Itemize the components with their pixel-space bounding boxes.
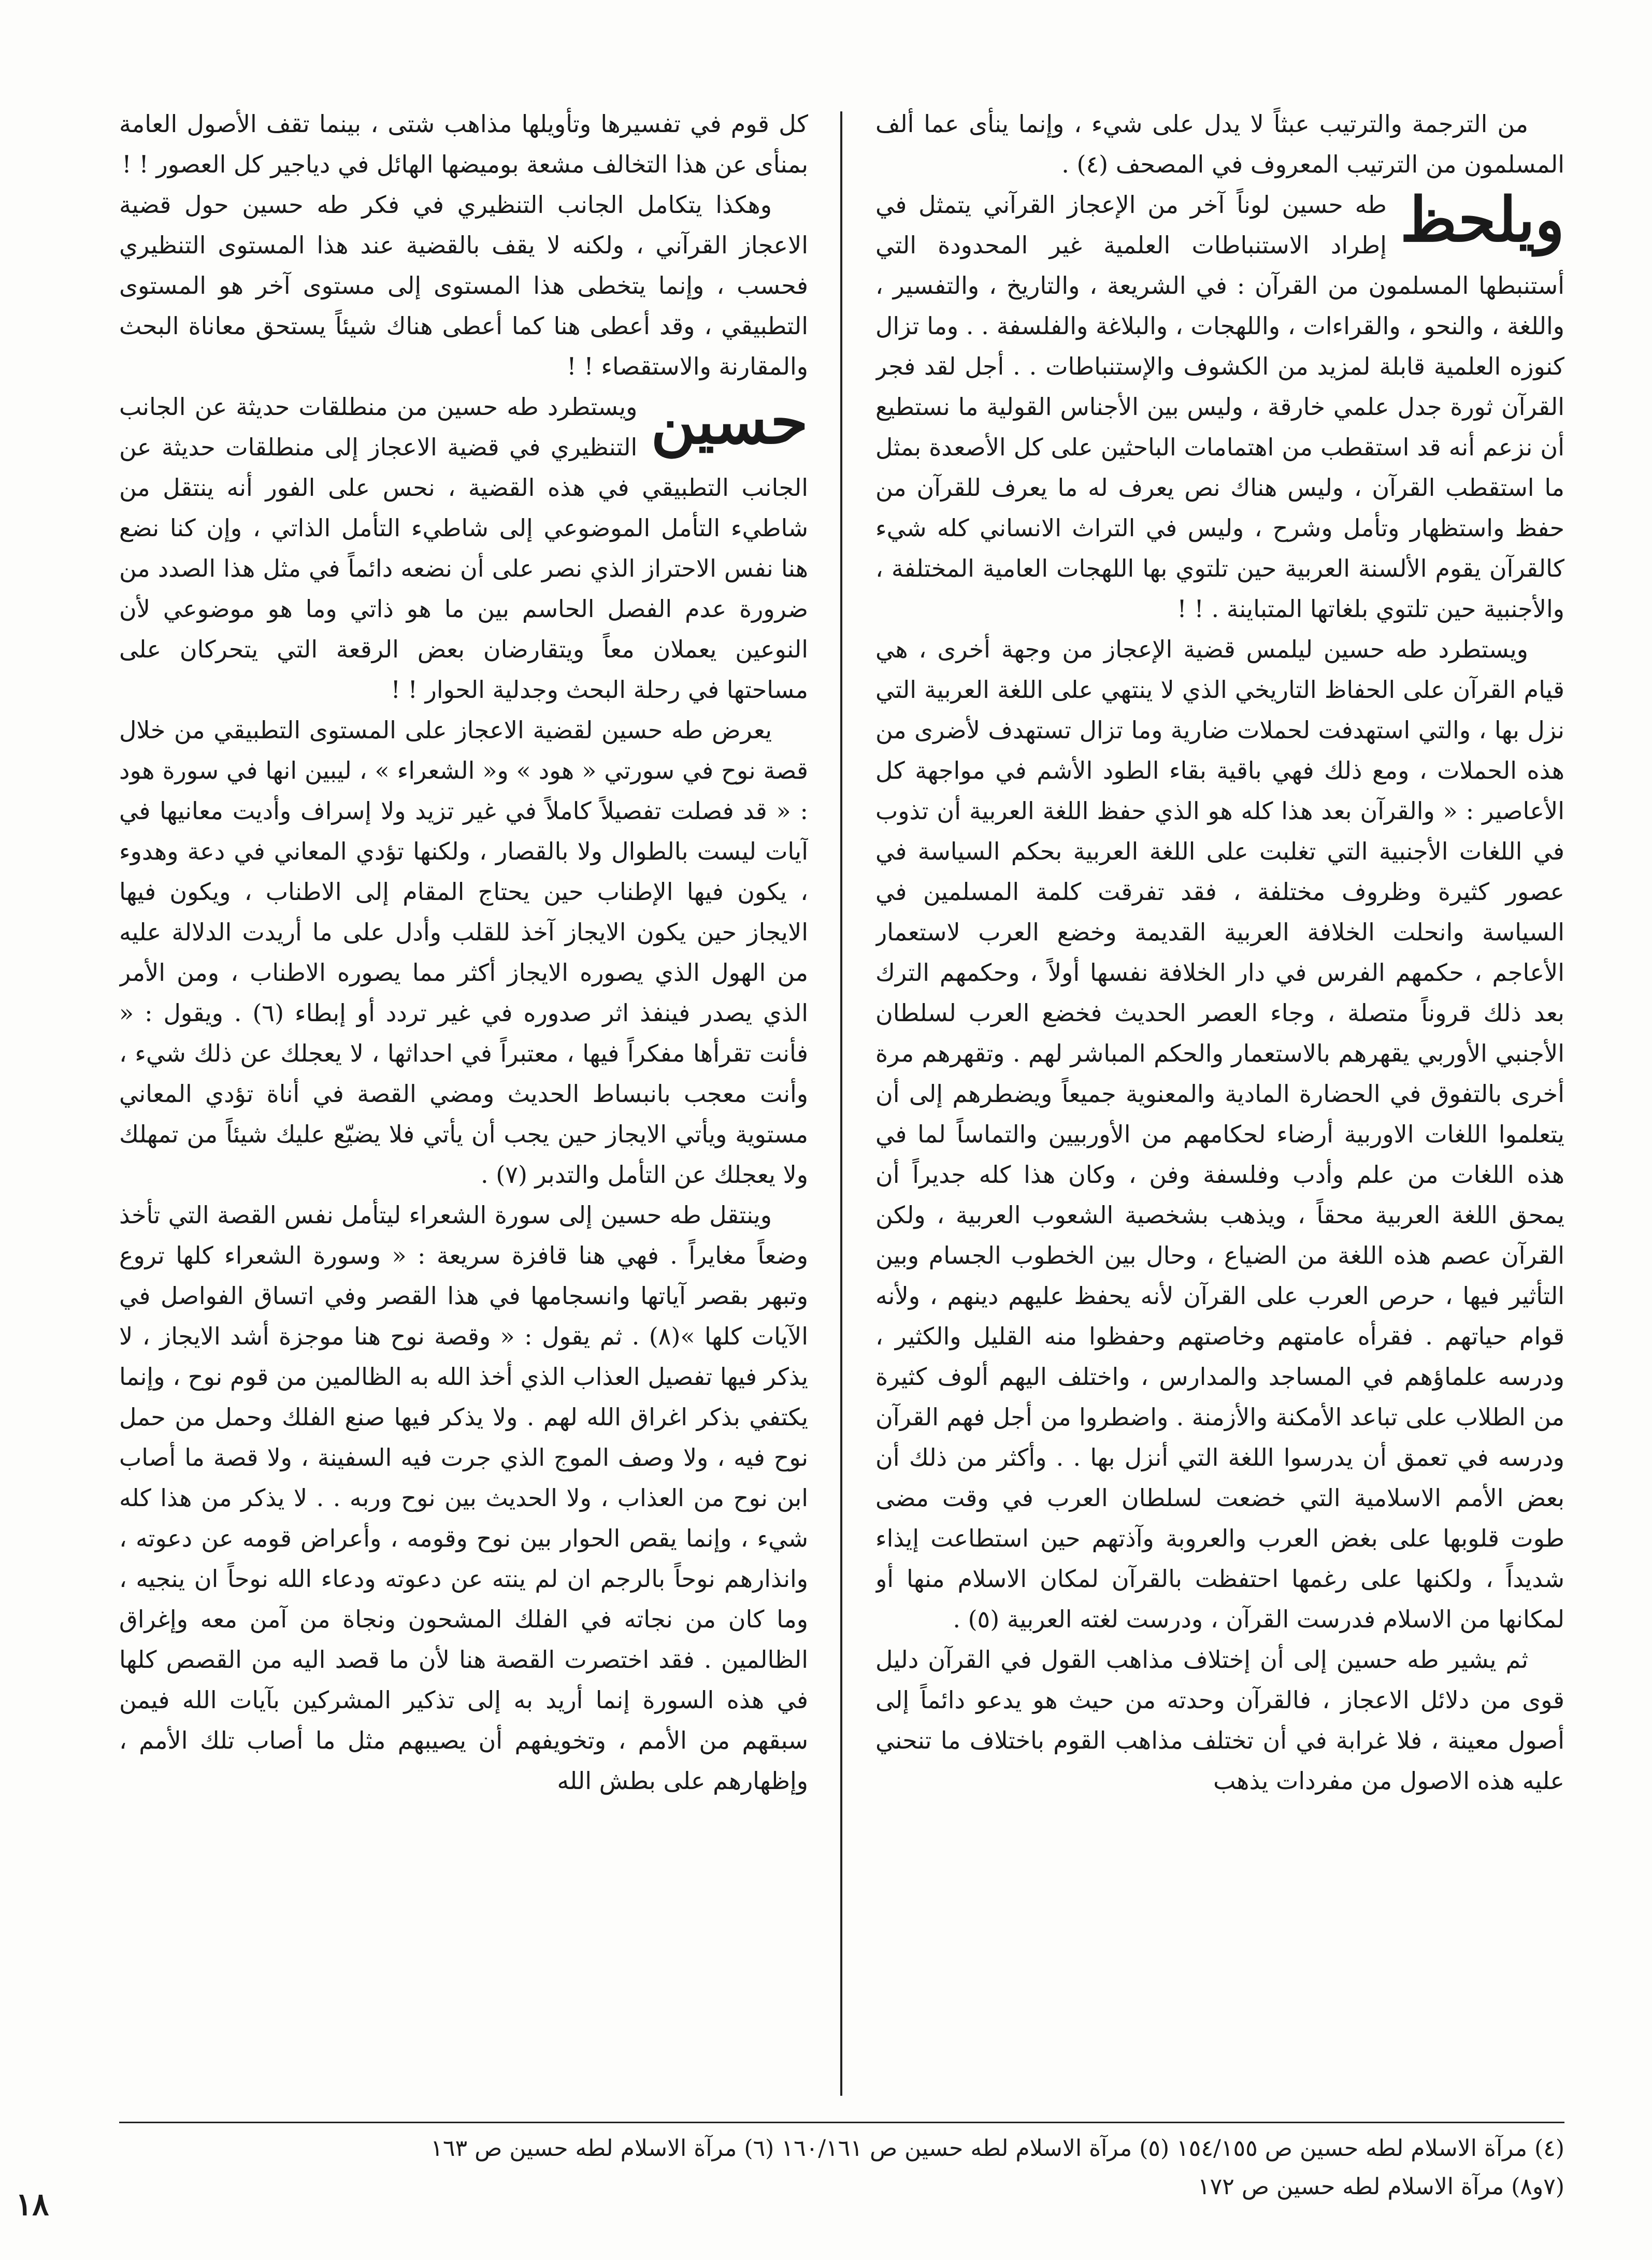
- drop-word: حسين: [651, 385, 808, 457]
- paragraph-text: ويستطرد طه حسين ليلمس قضية الإعجاز من وجهة أخرى ، هي قيام القرآن على الحفاظ التاريخي الذي لا ينتهي على اللغة العربية التي نزل بها ، والتي استهدفت لحملات ضارية وما تزال تستهدف لأضرى من هذه الحملات ، ومع ذلك فهي باقية بقاء الطود الأشم في مواجهة كل الأعاصير : « والقرآن بعد هذا كله هو الذي حفظ اللغة العربية أن تذوب في اللغات الأجنبية التي تغلبت على اللغة العربية بحكم السياسة في عصور كثيرة وظروف مختلفة ، فقد تفرقت كلمة المسلمين في السياسة وانحلت الخلافة العربية القديمة وخضع العرب لاستعمار الأعاجم ، حكمهم الفرس في دار الخلافة نفسها أولاً ، وحكمهم الترك بعد ذلك قروناً متصلة ، وجاء العصر الحديث فخضع العرب لسلطان الأجنبي الأوربي يقهرهم بالاستعمار والحكم المباشر لهم . وتقهرهم مرة أخرى بالتفوق في الحضارة المادية والمعنوية جميعاً ويضطرهم إلى أن يتعلموا اللغات الاوربية أرضاء لحكامهم من الأوربيين والتماساً لما في هذه اللغات من علم وأدب وفلسفة وفن ، وكان هذا كله جديراً أن يمحق اللغة العربية محقاً ، ويذهب بشخصية الشعوب العربية ، ولكن القرآن عصم هذه اللغة من الضياع ، وحال بين الخطوب الجسام وبين التأثير فيها ، حرص العرب على القرآن لأنه يحفظ عليهم دينهم ، ولأنه قوام حياتهم . فقرأه عامتهم وخاصتهم وحفظوا منه القليل والكثير ، ودرسه علماؤهم في المساجد والمدارس ، واختلف اليهم ألوف كثيرة من الطلاب على تباعد الأمكنة والأزمنة . واضطروا من أجل فهم القرآن ودرسه في تعمق أن يدرسوا اللغة التي أنزل بها . . وأكثر من ذلك أن بعض الأمم الاسلامية التي خضعت لسلطان العرب في وقت مضى طوت قلوبها على بغض العرب والعروبة وآذتهم حين استطاعت إيذاء شديداً ، ولكنها على رغمها احتفظت بالقرآن لمكان الاسلام منها أو لمكانها من الاسلام فدرست القرآن ، ودرست لغته العربية (٥) .: [875, 635, 1564, 1633]
- paragraph-text: كل قوم في تفسيرها وتأويلها مذاهب شتى ، بينما تقف الأصول العامة بمنأى عن هذا التخالف مشعة بوميضها الهائل في دياجير كل العصور ! !: [119, 110, 808, 178]
- paragraph: [875, 1639, 1564, 1801]
- paragraph-text: ثم يشير طه حسين إلى أن إختلاف مذاهب القول في القرآن دليل قوى من دلائل الاعجاز ، فالقرآن وحدته من حيث هو يدعو دائماً إلى أصول معينة ، فلا غرابة في أن تختلف مذاهب القوم باختلاف ما تنحني عليه هذه الاصول من مفردات يذهب: [875, 1646, 1564, 1795]
- drop-word: ويلحظ: [1400, 183, 1564, 255]
- paragraph-text: يعرض طه حسين لقضية الاعجاز على المستوى التطبيقي من خلال قصة نوح في سورتي « هود » و« الشعراء » ، ليبين انها في سورة هود : « قد فصلت تفصيلاً كاملاً في غير تزيد ولا إسراف وأديت معانيها في آيات ليست بالطوال ولا بالقصار ، ولكنها تؤدي المعاني في دعة وهدوء ، يكون فيها الإطناب حين يحتاج المقام إلى الاطناب ، ويكون فيها الايجاز حين يكون الايجاز آخذ للقلب وأدل على ما أريدت الدلالة عليه من الهول الذي يصوره الايجاز أكثر مما يصوره الاطناب ، ومن الأمر الذي يصدر فينفذ اثر صدوره في غير تردد أو إبطاء (٦) . ويقول : « فأنت تقرأها مفكراً فيها ، معتبراً في احداثها ، لا يعجلك عن ذلك شيء ، وأنت معجب بانبساط الحديث ومضي القصة في أناة تؤدي المعاني مستوية ويأتي الايجاز حين يجب أن يأتي فلا يضيّع عليك شيئاً من تمهلك ولا يعجلك عن التأمل والتدبر (٧) .: [119, 716, 808, 1189]
- footnotes: [119, 2129, 1564, 2206]
- left-column: [119, 104, 808, 2109]
- paragraph: [119, 710, 808, 1195]
- paragraph-text: وهكذا يتكامل الجانب التنظيري في فكر طه حسين حول قضية الاعجاز القرآني ، ولكنه لا يقف بالقضية عند هذا المستوى التنظيري فحسب ، وإنما يتخطى هذا المستوى إلى مستوى آخر هو المستوى التطبيقي ، وقد أعطى هنا كما أعطى هناك شيئاً يستحق معاناة البحث والمقارنة والاستقصاء ! !: [119, 191, 808, 380]
- paragraph-text: من الترجمة والترتيب عبثاً لا يدل على شيء ، وإنما ينأى عما ألف المسلمون من الترتيب المعروف في المصحف (٤) .: [875, 110, 1564, 178]
- right-column: [875, 104, 1564, 2109]
- paragraph-text: ويستطرد طه حسين من منطلقات حديثة عن الجانب التنظيري في قضية الاعجاز إلى منطلقات حديثة عن الجانب التطبيقي في هذه القضية ، نحس على الفور أنه ينتقل من شاطيء التأمل الموضوعي إلى شاطيء التأمل الذاتي ، وإن كنا نضع هنا نفس الاحتراز الذي نصر على أن نضعه دائماً في مثل هذا الصدد من ضرورة عدم الفصل الحاسم بين ما هو ذاتي وما هو موضوعي لأن النوعين يعملان معاً ويتقارضان بعض الرقعة التي يتحركان على مساحتها في رحلة البحث وجدلية الحوار ! !: [119, 393, 808, 704]
- paragraph: [875, 184, 1564, 629]
- paragraph: [875, 104, 1564, 184]
- paragraph-text: وينتقل طه حسين إلى سورة الشعراء ليتأمل نفس القصة التي تأخذ وضعاً مغايراً . فهي هنا قافزة سريعة : « وسورة الشعراء كلها تروع وتبهر بقصر آياتها وانسجامها في هذا القصر وفي اتساق الفواصل في الآيات كلها »(٨) . ثم يقول : « وقصة نوح هنا موجزة أشد الايجاز ، لا يذكر فيها تفصيل العذاب الذي أخذ الله به الظالمين من قوم نوح ، وإنما يكتفي بذكر اغراق الله لهم . ولا يذكر فيها صنع الفلك وحمل من حمل نوح فيه ، ولا وصف الموج الذي جرت فيه السفينة ، ولا قصة ما أصاب ابن نوح من العذاب ، ولا الحديث بين نوح وربه . . لا يذكر من هذا كله شيء ، وإنما يقص الحوار بين نوح وقومه ، وأعراض قومه عن دعوته ، وانذارهم نوحاً بالرجم ان لم ينته عن دعوته ودعاء الله نوحاً ان ينجيه ، وما كان من نجاته في الفلك المشحون ونجاة من آمن معه وإغراق الظالمين . فقد اختصرت القصة هنا لأن ما قصد اليه من القصص كلها في هذه السورة إنما أريد به إلى تذكير المشركين بآيات الله فيمن سبقهم من الأمم ، وتخويفهم أن يصيبهم مثل ما أصاب تلك الأمم ، وإظهارهم على بطش الله: [119, 1201, 808, 1795]
- footnote-divider: [119, 2122, 1564, 2123]
- page-number: ١٨: [16, 2186, 49, 2223]
- paragraph: [119, 387, 808, 710]
- paragraph: [119, 184, 808, 387]
- paragraph: [119, 1195, 808, 1801]
- paragraph: [119, 104, 808, 184]
- footnote-line: (٧و٨) مرآة الاسلام لطه حسين ص ١٧٢: [1197, 2173, 1564, 2200]
- paragraph: [875, 629, 1564, 1639]
- paragraph-text: طه حسين لوناً آخر من الإعجاز القرآني يتمثل في إطراد الاستنباطات العلمية غير المحدودة التي أستنبطها المسلمون من القرآن : في الشريعة ، والتاريخ ، والتفسير ، واللغة ، والنحو ، والقراءات ، واللهجات ، والبلاغة والفلسفة . . وما تزال كنوزه العلمية قابلة لمزيد من الكشوف والإستنباطات . . أجل لقد فجر القرآن ثورة جدل علمي خارقة ، وليس بين الأجناس القولية ما نستطيع أن نزعم أنه قد استقطب من اهتمامات الباحثين على كل الأصعدة بمثل ما استقطب القرآن ، وليس هناك نص يعرف له ما يعرف للقرآن من حفظ واستظهار وتأمل وشرح ، وليس في التراث الانساني كله شيء كالقرآن يقوم الألسنة العربية حين تلتوي بها اللهجات العامية المختلفة ، والأجنبية حين تلتوي بلغاتها المتباينة . ! !: [875, 191, 1564, 623]
- column-divider: [840, 111, 842, 2096]
- footnote-line: (٤) مرآة الاسلام لطه حسين ص ١٥٤/١٥٥ (٥) مرآة الاسلام لطه حسين ص ١٦٠/١٦١ (٦) مرآة الاسلام لطه حسين ص ١٦٣: [430, 2135, 1564, 2162]
